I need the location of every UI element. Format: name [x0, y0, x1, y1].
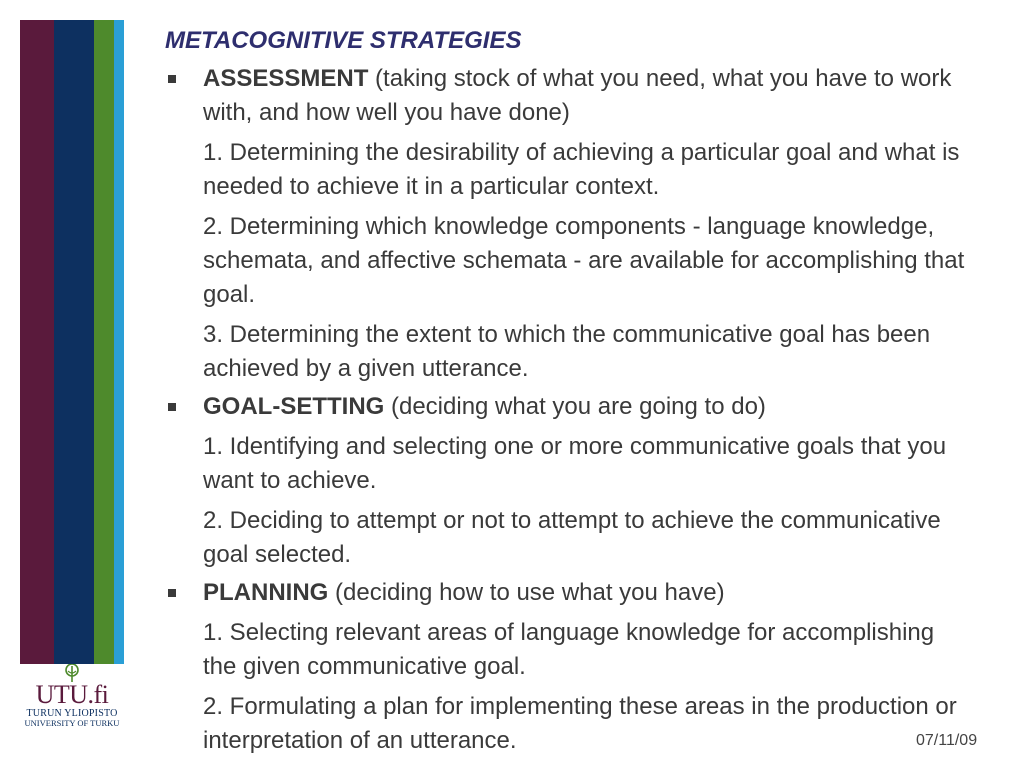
logo-university-finnish: TURUN YLIOPISTO [26, 708, 118, 719]
list-item: 1. Determining the desirability of achieving a particular goal and what is needed to achieve it in a particular context. [203, 139, 960, 200]
stripe-blue [114, 20, 124, 748]
bullet-square-icon [168, 589, 176, 597]
section-title: PLANNING [203, 579, 329, 606]
decorative-stripes [20, 20, 124, 748]
section-description: (taking stock of what you need, what you have to work with, and how well you have done) [203, 65, 952, 126]
list-item: 2. Deciding to attempt or not to attempt to achieve the communicative goal selected. [203, 507, 941, 568]
section-description: (deciding how to use what you have) [328, 579, 725, 606]
list-item: 1. Selecting relevant areas of language knowledge for accomplishing the given communicative goal. [203, 619, 935, 680]
list-item: 1. Identifying and selecting one or more communicative goals that you want to achieve. [203, 433, 947, 494]
section-planning [165, 576, 965, 610]
list-item: 2. Determining which knowledge components - language knowledge, schemata, and affective schemata - are available for accomplishing that goal. [203, 213, 965, 308]
slide-content [165, 24, 965, 758]
section-goal-setting [165, 390, 965, 424]
section-title: ASSESSMENT [203, 65, 369, 92]
slide-heading: METACOGNITIVE STRATEGIES [165, 27, 522, 54]
stripe-navy [54, 20, 94, 748]
stripe-maroon [20, 20, 54, 748]
section-assessment [165, 62, 965, 130]
section-title: GOAL-SETTING [203, 393, 385, 420]
bullet-square-icon [168, 75, 176, 83]
list-item: 2. Formulating a plan for implementing these areas in the production or interpretation of an utterance. [203, 693, 957, 754]
section-description: (deciding what you are going to do) [384, 393, 766, 420]
slide-date: 07/11/09 [916, 732, 978, 749]
logo-university-english: UNIVERSITY OF TURKU [24, 718, 120, 728]
logo-wordmark: UTU.fi [35, 680, 109, 709]
university-logo [20, 664, 124, 748]
bullet-square-icon [168, 403, 176, 411]
list-item: 3. Determining the extent to which the communicative goal has been achieved by a given utterance. [203, 321, 931, 382]
stripe-green [94, 20, 114, 748]
